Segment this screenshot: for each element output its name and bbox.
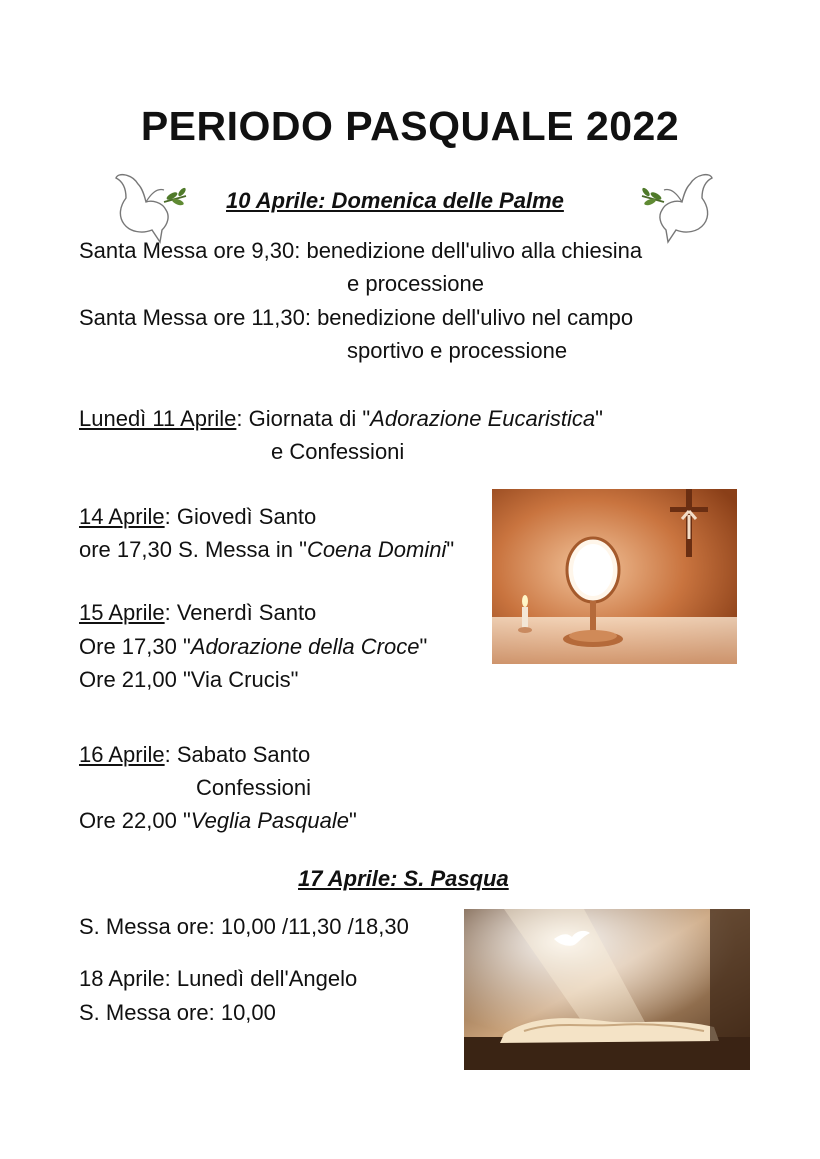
pasqua-line-1: S. Messa ore: 10,00 /11,30 /18,30	[79, 914, 409, 939]
page-title: PERIODO PASQUALE 2022	[140, 103, 680, 149]
dove-right-icon	[640, 172, 720, 246]
palme-line-2: e processione	[347, 271, 484, 296]
venerdi-line-3: Ore 21,00 "Via Crucis"	[79, 667, 299, 692]
lunedi-date: Lunedì 11 Aprile	[79, 406, 237, 431]
venerdi-line-1: 15 Aprile: Venerdì Santo	[79, 600, 317, 625]
palme-line-1: Santa Messa ore 9,30: benedizione dell'ulivo alla chiesina	[79, 238, 643, 263]
eucharist-photo	[492, 489, 737, 664]
lunedi-line-2: e Confessioni	[271, 439, 405, 464]
sabato-line-3: Ore 22,00 "Veglia Pasquale"	[79, 808, 357, 833]
palme-line-3: Santa Messa ore 11,30: benedizione dell'ulivo nel campo	[79, 305, 634, 330]
palme-line-4: sportivo e processione	[347, 338, 568, 363]
venerdi-line-2: Ore 17,30 "Adorazione della Croce"	[79, 634, 428, 659]
angelo-line-2: S. Messa ore: 10,00	[79, 1000, 276, 1025]
lunedi-line-1: Lunedì 11 Aprile: Giornata di "Adorazione Eucaristica"	[79, 406, 603, 431]
giovedi-line-2: ore 17,30 S. Messa in "Coena Domini"	[79, 537, 455, 562]
angelo-line-1: 18 Aprile: Lunedì dell'Angelo	[79, 966, 358, 991]
palme-heading: 10 Aprile: Domenica delle Palme	[226, 188, 564, 213]
dove-left-icon	[108, 172, 188, 246]
giovedi-line-1: 14 Aprile: Giovedì Santo	[79, 504, 317, 529]
pasqua-heading: 17 Aprile: S. Pasqua	[298, 866, 509, 891]
sabato-line-1: 16 Aprile: Sabato Santo	[79, 742, 311, 767]
tomb-photo	[464, 909, 750, 1070]
sabato-line-2: Confessioni	[196, 775, 311, 800]
